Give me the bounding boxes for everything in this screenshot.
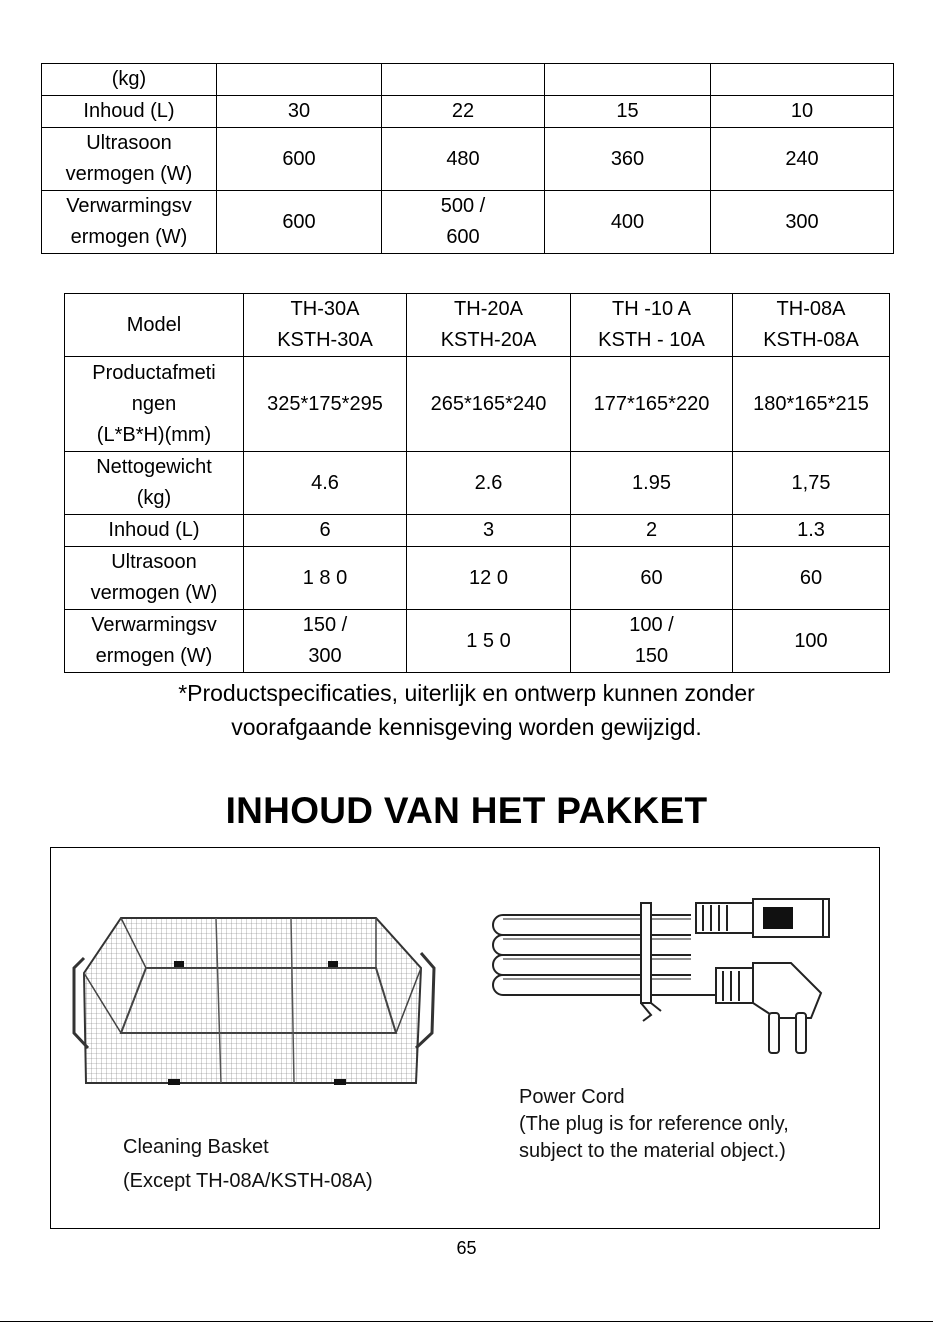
value-cell: 1.95 (571, 452, 733, 515)
value-cell: 1 8 0 (244, 547, 407, 610)
value-cell: 4.6 (244, 452, 407, 515)
row-label-cell: Inhoud (L) (65, 515, 244, 547)
table-row (65, 515, 890, 547)
table-row (65, 357, 890, 452)
row-label-cell: Ultrasoon vermogen (W) (42, 128, 217, 191)
value-cell: 15 (545, 96, 711, 128)
table-row (65, 610, 890, 673)
value-cell: TH-30A KSTH-30A (244, 294, 407, 357)
value-cell: 60 (571, 547, 733, 610)
table-row (42, 96, 894, 128)
spec-table-large-models (41, 63, 894, 254)
value-cell: 1 5 0 (407, 610, 571, 673)
value-cell: 10 (711, 96, 894, 128)
value-cell: 22 (382, 96, 545, 128)
row-label-cell: Nettogewicht (kg) (65, 452, 244, 515)
section-heading: INHOUD VAN HET PAKKET (225, 790, 708, 831)
value-cell: 6 (244, 515, 407, 547)
value-cell: 3 (407, 515, 571, 547)
value-cell (382, 64, 545, 96)
value-cell: 60 (733, 547, 890, 610)
power-cord-illustration (491, 893, 831, 1063)
table-row (42, 128, 894, 191)
row-label-cell: Verwarmingsv ermogen (W) (65, 610, 244, 673)
value-cell: 177*165*220 (571, 357, 733, 452)
value-cell: 150 / 300 (244, 610, 407, 673)
value-cell: 500 / 600 (382, 191, 545, 254)
package-contents-box (50, 847, 880, 1229)
cleaning-basket-caption: Cleaning Basket (Except TH-08A/KSTH-08A) (123, 1136, 373, 1192)
value-cell: 1.3 (733, 515, 890, 547)
row-label-cell: Ultrasoon vermogen (W) (65, 547, 244, 610)
table-row (65, 294, 890, 357)
value-cell: 240 (711, 128, 894, 191)
value-cell: 180*165*215 (733, 357, 890, 452)
row-label-cell: Inhoud (L) (42, 96, 217, 128)
value-cell: 12 0 (407, 547, 571, 610)
value-cell: 2.6 (407, 452, 571, 515)
value-cell (711, 64, 894, 96)
row-label-cell: Model (65, 294, 244, 357)
value-cell: TH -10 A KSTH - 10A (571, 294, 733, 357)
value-cell: 300 (711, 191, 894, 254)
value-cell: 100 (733, 610, 890, 673)
row-label-cell: Productafmeti ngen (L*B*H)(mm) (65, 357, 244, 452)
value-cell (217, 64, 382, 96)
spec-disclaimer: *Productspecificaties, uiterlijk en ontwerp kunnen zonder voorafgaande kennisgeving worden gewijzigd. (178, 680, 755, 740)
value-cell (545, 64, 711, 96)
value-cell: 1,75 (733, 452, 890, 515)
row-label-cell: (kg) (42, 64, 217, 96)
page-bottom-rule (0, 1321, 933, 1322)
table-row (65, 452, 890, 515)
power-cord-caption: Power Cord (The plug is for reference only, subject to the material object.) (519, 1086, 789, 1162)
table-row (42, 191, 894, 254)
page-number: 65 (456, 1238, 477, 1258)
value-cell: 400 (545, 191, 711, 254)
value-cell: 360 (545, 128, 711, 191)
table-row (65, 547, 890, 610)
value-cell: 265*165*240 (407, 357, 571, 452)
row-label-cell: Verwarmingsv ermogen (W) (42, 191, 217, 254)
value-cell: 100 / 150 (571, 610, 733, 673)
table-row (42, 64, 894, 96)
value-cell: 600 (217, 128, 382, 191)
value-cell: TH-08A KSTH-08A (733, 294, 890, 357)
value-cell: TH-20A KSTH-20A (407, 294, 571, 357)
value-cell: 325*175*295 (244, 357, 407, 452)
value-cell: 480 (382, 128, 545, 191)
value-cell: 600 (217, 191, 382, 254)
value-cell: 30 (217, 96, 382, 128)
value-cell: 2 (571, 515, 733, 547)
cleaning-basket-illustration (76, 913, 436, 1103)
spec-table-small-models (64, 293, 890, 673)
